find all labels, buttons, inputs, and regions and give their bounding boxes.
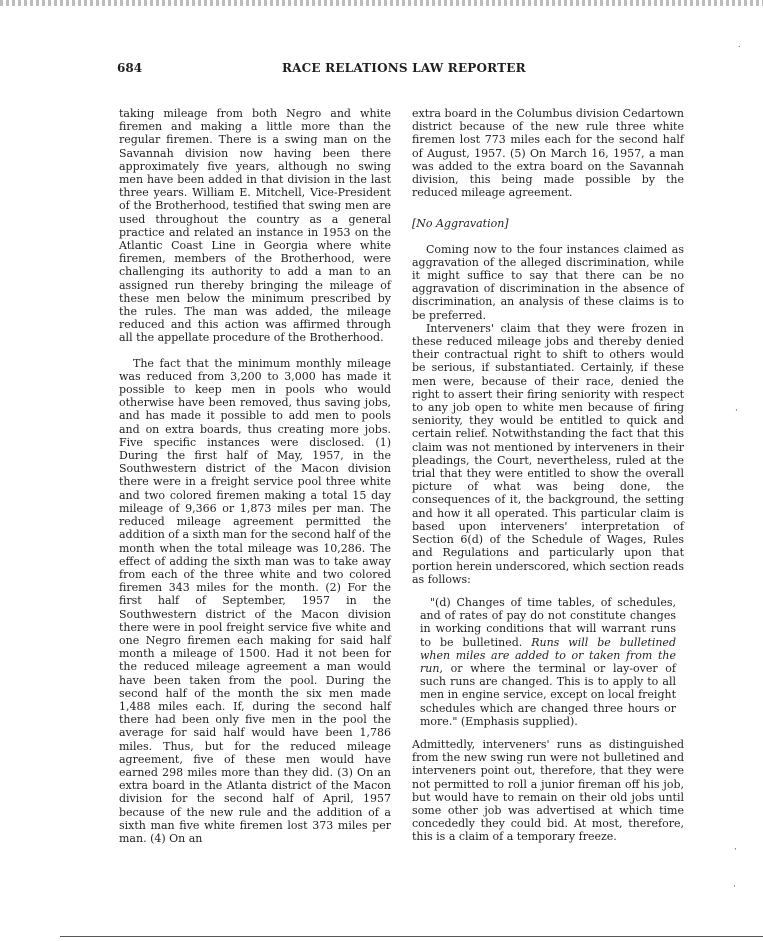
right-paragraph-2: Coming now to the four instances claimed as aggravation of the alleged discrimination, while it might suffice to say that there can be no aggravation of discrimination in the absence of discrimination, an analysis of these claims is to be preferred. xyxy=(412,242,684,322)
scan-speck: · xyxy=(734,845,737,855)
scan-speck: ˙ xyxy=(737,46,742,56)
quote-text-a: "(d) Changes of time tables, of schedules, and of rates of pay do not constitute changes in working conditions that will warrant runs to be bulletined. xyxy=(420,595,676,649)
scan-speck: · xyxy=(733,882,736,892)
running-head: RACE RELATIONS LAW REPORTER xyxy=(282,61,526,75)
quote-emphasis: Runs will be bulletined when miles are added to or taken from the run, xyxy=(420,635,676,675)
page-number: 684 xyxy=(117,61,143,75)
scan-speck: · xyxy=(735,406,738,416)
right-paragraph-1: extra board in the Columbus division Cedartown district because of the new rule three white firemen lost 773 miles each for the second half of August, 1957. (5) On March 16, 1957, a man was added to the extra board on the Savannah division, this being made possible by the reduced mileage agreement. xyxy=(412,107,684,200)
section-subheading: [No Aggravation] xyxy=(412,217,509,231)
block-quote xyxy=(420,596,676,728)
quote-text-b: or where the terminal or lay-over of such runs are changed. This is to apply to all men in engine service, except on local freight schedules which are changed three hours or more." (Emphasis supplied). xyxy=(420,661,676,728)
right-paragraph-3: Interveners' claim that they were frozen in these reduced mileage jobs and thereby denied their contractual right to shift to others would be serious, if substantiated. Certainly, if these men were, because of their race, denied the right to assert their firing seniority with respect to any job open to white men because of firing seniority, they would be entitled to quick and certain relief. Notwithstanding the fact that this claim was not mentioned by interveners in their pleadings, the Court, nevertheless, ruled at the trial that they were entitled to show the overall picture of what was being done, the consequences of it, the background, the setting and how it all operated. This particular claim is based upon interveners' interpretation of Section 6(d) of the Schedule of Wages, Rules and Regulations and particularly upon that portion herein underscored, which section reads as follows: xyxy=(412,321,684,586)
page-top-edge xyxy=(0,0,763,6)
right-paragraph-4: Admittedly, interveners' runs as distinguished from the new swing run were not bulletined and interveners point out, therefore, that they were not permitted to roll a junior fireman off his job, but would have to remain on their old jobs until some other job was advertised at which time concededly they could bid. At most, therefore, this is a claim of a temporary freeze. xyxy=(412,737,684,844)
right-column xyxy=(412,107,684,844)
left-paragraph-2: The fact that the minimum monthly mileage was reduced from 3,200 to 3,000 has made it possible to keep men in pools who would otherwise have been removed, thus saving jobs, and has made it possible to add men to pools and on extra boards, thus creating more jobs. Five specific instances were disclosed. (1) During the first half of May, 1957, in the Southwestern district of the Macon division there were in a freight service pool three white and two colored firemen making a total 15 day mileage of 9,366 or 1,873 miles per man. The reduced mileage agreement permitted the addition of a sixth man for the second half of the month when the total mileage was 10,286. The effect of adding the sixth man was to take away from each of the three white and two colored firemen 343 miles for the month. (2) For the first half of September, 1957 in the Southwestern district of the Macon division there were in pool freight service five white and one Negro firemen each making for said half month a mileage of 1500. Had it not been for the reduced mileage agreement a man would have been taken from the pool. During the second half of the month the six men made 1,488 miles each. If, during the second half there had been only five men in the pool the average for said half would have been 1,786 miles. Thus, but for the reduced mileage agreement, five of these men would have earned 298 miles more than they did. (3) On an extra board in the Atlanta district of the Macon division for the second half of April, 1957 because of the new rule and the addition of a sixth man five white firemen lost 373 miles per man. (4) On an xyxy=(119,356,391,845)
bottom-rule xyxy=(60,936,763,937)
left-column xyxy=(119,107,391,845)
left-paragraph-1: taking mileage from both Negro and white firemen and making a little more than the regular firemen. There is a swing man on the Savannah division now having been there approximately five years, although no swing men have been added in that division in the last three years. William E. Mitchell, Vice-President of the Brotherhood, testified that swing men are used throughout the country as a general practice and related an instance in 1953 on the Atlantic Coast Line in Georgia where white firemen, members of the Brotherhood, were challenging its authority to add a man to an assigned run thereby bringing the mileage of these men below the minimum prescribed by the rules. The man was added, the mileage reduced and this action was affirmed through all the appellate procedure of the Brotherhood. xyxy=(119,107,391,345)
